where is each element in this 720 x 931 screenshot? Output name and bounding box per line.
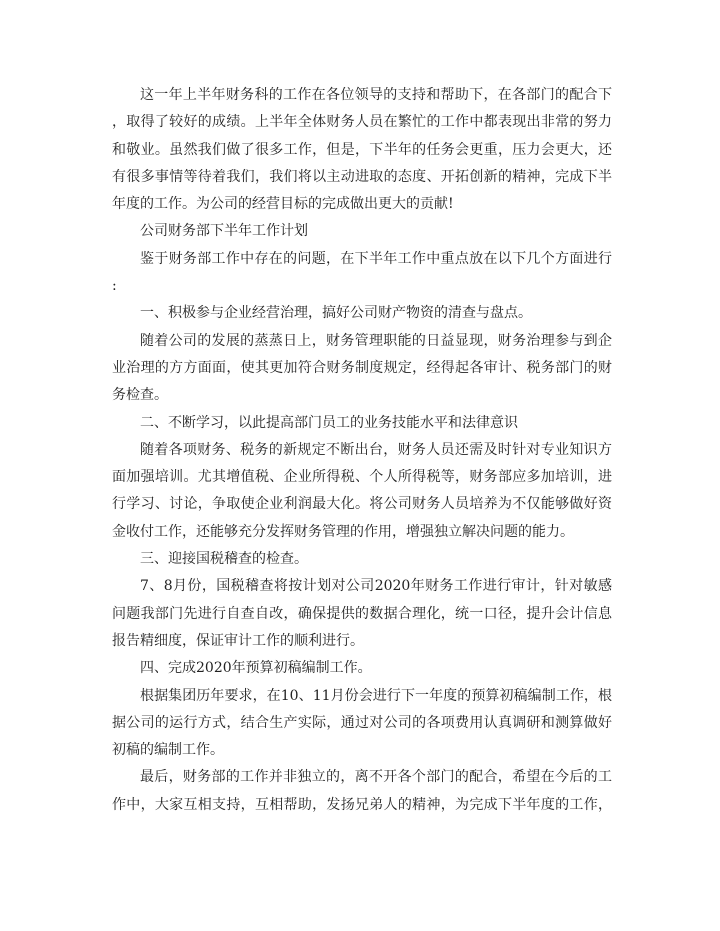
section-heading: 四、完成2020年预算初稿编制工作。 bbox=[140, 660, 372, 677]
text-line: 作中，大家互相支持，互相帮助，发扬兄弟人的精神，为完成下半年度的工作， bbox=[112, 796, 612, 813]
text-line: 年度的工作。为公司的经营目标的完成做出更大的贡献! bbox=[112, 196, 454, 213]
text-line: : bbox=[112, 278, 117, 295]
text-line: 据公司的运行方式，结合生产实际，通过对公司的各项费用认真调研和测算做好 bbox=[112, 714, 612, 731]
document-body bbox=[112, 82, 612, 819]
text-line: 7、8月份，国税稽查将按计划对公司2020年财务工作进行审计，针对敏感 bbox=[140, 578, 612, 595]
text-line: 问题我部门先进行自查自改，确保提供的数据合理化，统一口径，提升会计信息 bbox=[112, 605, 612, 622]
text-line: 有很多事情等待着我们，我们将以主动进取的态度、开拓创新的精神，完成下半 bbox=[112, 168, 612, 185]
text-line: ，取得了较好的成绩。上半年全体财务人员在繁忙的工作中都表现出非常的努力 bbox=[112, 114, 612, 131]
text-line: 报告精细度，保证审计工作的顺利进行。 bbox=[112, 632, 364, 649]
text-line: 行学习、讨论，争取使企业利润最大化。将公司财务人员培养为不仅能够做好资 bbox=[112, 496, 612, 513]
text-line: 和敬业。虽然我们做了很多工作，但是，下半年的任务会更重，压力会更大，还 bbox=[112, 141, 612, 158]
text-line: 最后，财务部的工作并非独立的，离不开各个部门的配合，希望在今后的工 bbox=[140, 769, 612, 786]
section-title: 公司财务部下半年工作计划 bbox=[140, 223, 308, 240]
text-line: 金收付工作，还能够充分发挥财务管理的作用，增强独立解决问题的能力。 bbox=[112, 523, 574, 540]
text-line: 业治理的方方面面，使其更加符合财务制度规定，经得起各审计、税务部门的财 bbox=[112, 359, 612, 376]
text-line: 随着各项财务、税务的新规定不断出台，财务人员还需及时针对专业知识方 bbox=[140, 441, 612, 458]
text-line: 这一年上半年财务科的工作在各位领导的支持和帮助下，在各部门的配合下 bbox=[140, 87, 612, 103]
text-line: 初稿的编制工作。 bbox=[112, 742, 224, 759]
section-heading: 二、不断学习，以此提高部门员工的业务技能水平和法律意识 bbox=[140, 414, 518, 431]
text-line: 务检查。 bbox=[112, 387, 168, 404]
text-line: 随着公司的发展的蒸蒸日上，财务管理职能的日益显现，财务治理参与到企 bbox=[140, 332, 612, 349]
section-heading: 三、迎接国税稽查的检查。 bbox=[140, 551, 308, 568]
text-line: 鉴于财务部工作中存在的问题，在下半年工作中重点放在以下几个方面进行 bbox=[140, 250, 612, 267]
text-line: 根据集团历年要求，在10、11月份会进行下一年度的预算初稿编制工作，根 bbox=[140, 687, 612, 704]
text-line: 面加强培训。尤其增值税、企业所得税、个人所得税等，财务部应多加培训，进 bbox=[112, 469, 612, 486]
section-heading: 一、积极参与企业经营治理，搞好公司财产物资的清查与盘点。 bbox=[140, 305, 532, 322]
